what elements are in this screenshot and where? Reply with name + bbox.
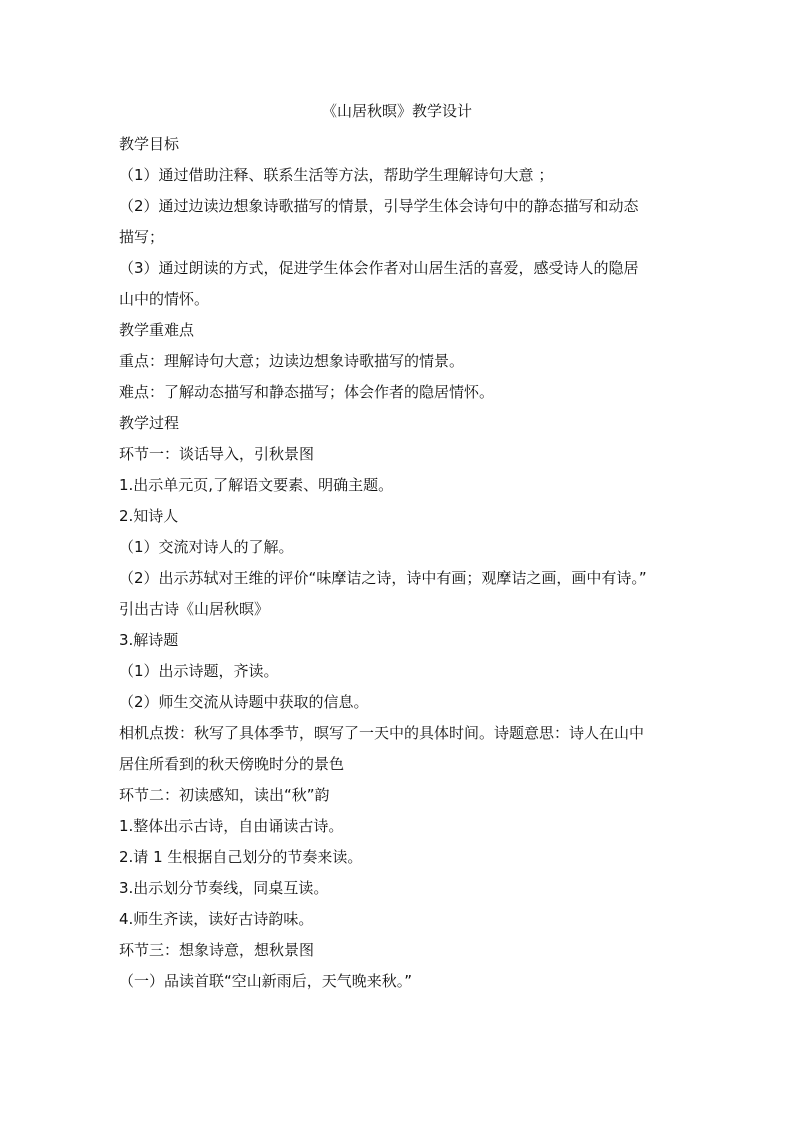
body-line: 1.出示单元页,了解语文要素、明确主题。 (119, 476, 394, 494)
body-line: （1）出示诗题，齐读。 (119, 662, 279, 680)
body-line: 3.解诗题 (119, 631, 179, 649)
document-title: 《山居秋暝》教学设计 (321, 102, 472, 120)
body-line: 环节三：想象诗意，想秋景图 (119, 941, 315, 959)
body-line: （3）通过朗读的方式，促进学生体会作者对山居生活的喜爱，感受诗人的隐居 (119, 259, 639, 277)
body-line: 难点：了解动态描写和静态描写；体会作者的隐居情怀。 (119, 383, 495, 401)
body-line: （一）品读首联“空山新雨后，天气晚来秋。” (119, 972, 413, 990)
body-line: 重点：理解诗句大意；边读边想象诗歌描写的情景。 (119, 352, 465, 370)
body-line: 教学目标 (119, 135, 180, 153)
body-line: 山中的情怀。 (119, 290, 210, 308)
body-line: 教学过程 (119, 414, 180, 432)
body-line: 教学重难点 (119, 321, 195, 339)
body-line: （1）通过借助注释、联系生活等方法，帮助学生理解诗句大意 ； (119, 166, 554, 184)
body-line: 相机点拨：秋写了具体季节，暝写了一天中的具体时间。诗题意思：诗人在山中 (119, 724, 645, 742)
body-line: 环节一：谈话导入，引秋景图 (119, 445, 315, 463)
body-line: （2）通过边读边想象诗歌描写的情景，引导学生体会诗句中的静态描写和动态 (119, 197, 639, 215)
body-line: 3.出示划分节奏线，同桌互读。 (119, 879, 329, 897)
body-line: （2）师生交流从诗题中获取的信息。 (119, 693, 369, 711)
body-line: 描写； (119, 228, 165, 246)
body-line: 2.知诗人 (119, 507, 179, 525)
body-line: 2.请 1 生根据自己划分的节奏来读。 (119, 848, 363, 866)
body-line: 1.整体出示古诗，自由诵读古诗。 (119, 817, 344, 835)
body-line: 环节二：初读感知，读出“秋”韵 (119, 786, 330, 804)
body-line: （2）出示苏轼对王维的评价“味摩诘之诗，诗中有画；观摩诘之画，画中有诗。” (119, 569, 647, 587)
body-line: 居住所看到的秋天傍晚时分的景色 (119, 755, 345, 773)
document-body (119, 132, 689, 1000)
body-line: （1）交流对诗人的了解。 (119, 538, 294, 556)
body-line: 引出古诗《山居秋暝》 (119, 600, 270, 618)
body-line: 4.师生齐读，读好古诗韵味。 (119, 910, 314, 928)
